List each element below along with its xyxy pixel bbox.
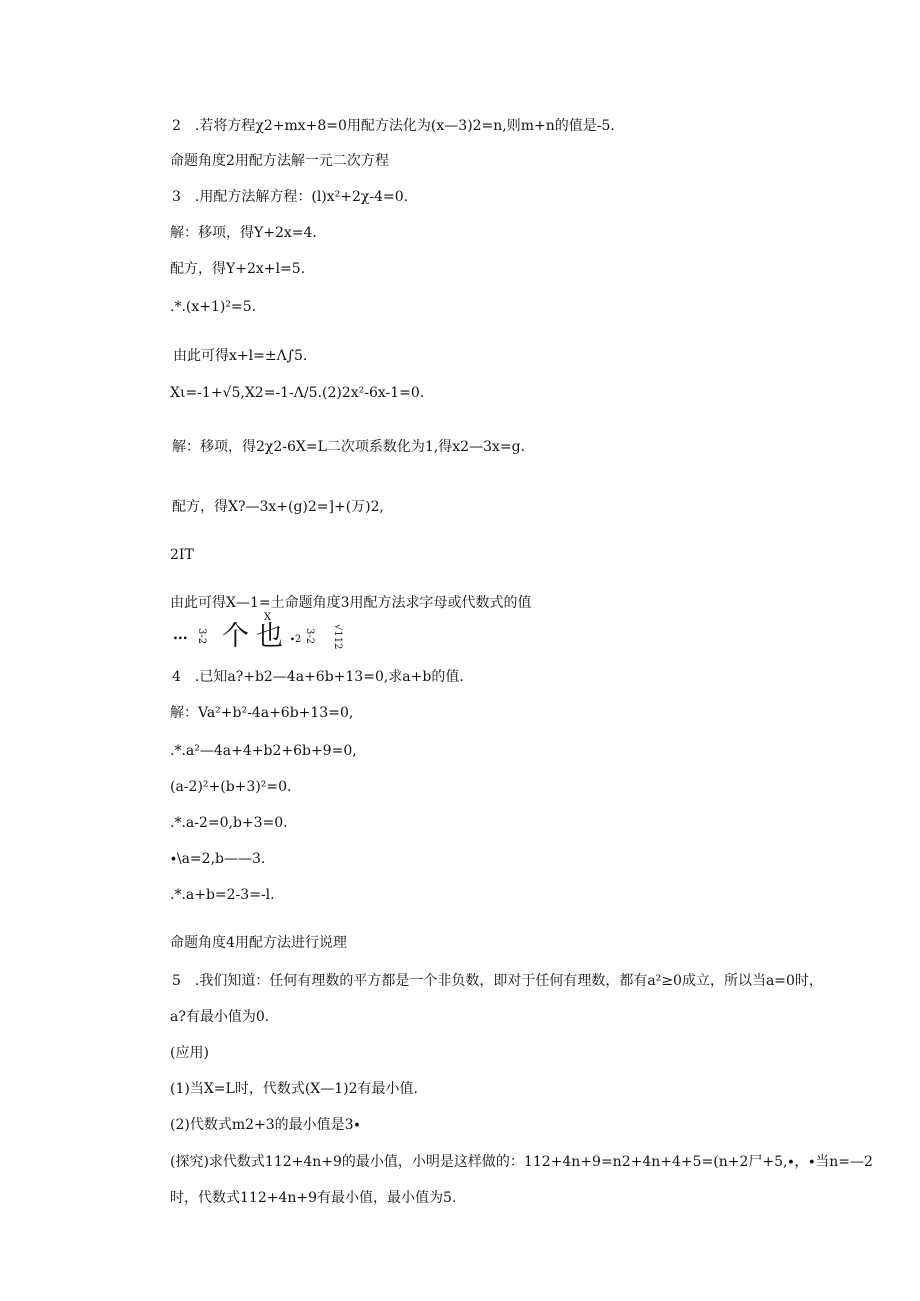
- problem-5-apply-heading: (应用): [170, 1045, 209, 1061]
- problem-5-part-1: (1)当X=L时，代数式(X—1)2有最小值.: [170, 1081, 418, 1097]
- solution-4-given: 解：Va²+b²-4a+6b+13=0,: [170, 705, 354, 721]
- solution-4-result: .*.a+b=2-3=-l.: [170, 887, 275, 903]
- solution-step-complete-square: 配方，得Y+2x+l=5.: [170, 261, 306, 277]
- solution-4-squares: (a-2)²+(b+3)²=0.: [170, 779, 292, 795]
- solution-part-2-complete-square: 配方，得X?—3x+(g)2=]+(万)2,: [172, 499, 385, 515]
- solution-4-values: ∙\a=2,b——3.: [170, 851, 266, 867]
- solution-4-zero-terms: .*.a-2=0,b+3=0.: [170, 815, 288, 831]
- garbled-small-mark: ∙2: [290, 634, 302, 645]
- solution-step-sqrt: 由此可得x+l=±Λ∫5.: [173, 348, 308, 364]
- problem-5-explore-cont: 时，代数式112+4n+9有最小值，最小值为5.: [170, 1190, 457, 1206]
- garbled-fraction-1: 3-2: [196, 628, 207, 645]
- solution-step-move-terms: 解：移项，得Y+2x=4.: [170, 225, 317, 241]
- solution-step-square-form: .*.(x+1)²=5.: [170, 299, 257, 315]
- section-heading-angle-2: 命题角度2用配方法解一元二次方程: [170, 153, 389, 169]
- garbled-glyph-ye: 也: [256, 621, 283, 652]
- solution-4-expand: .*.a²—4a+4+b2+6b+9=0,: [170, 743, 357, 759]
- garbled-x-mark: X: [264, 612, 272, 623]
- problem-4-statement: 4 .已知a?+b2—4a+6b+13=0,求a+b的值.: [172, 669, 464, 685]
- section-heading-angle-3: 由此可得X—1=土命题角度3用配方法求字母或代数式的值: [170, 595, 532, 611]
- problem-5-part-2: (2)代数式m2+3的最小值是3∙: [170, 1117, 361, 1133]
- problem-5-explore: (探究)求代数式112+4n+9的最小值，小明是这样做的：112+4n+9=n2+4n+4+5=(n+2尸+5,∙，∙当n=—2: [170, 1154, 873, 1170]
- problem-3-statement: 3 .用配方法解方程：(l)x²+2χ-4=0.: [172, 189, 409, 205]
- problem-5-statement-cont: a?有最小值为0.: [170, 1009, 270, 1025]
- section-heading-angle-4: 命题角度4用配方法进行说理: [170, 935, 347, 951]
- solution-roots-and-part-2: Xι=-1+√5,X2=-1-Λ∕5.(2)2x²-6x-1=0.: [170, 385, 425, 401]
- garbled-fraction-text: 2IT: [170, 547, 194, 563]
- garbled-glyph-ge: 个: [222, 621, 249, 652]
- problem-2-statement: 2 .若将方程χ2+mx+8=0用配方法化为(x—3)2=n,则m+n的值是-5.: [172, 118, 615, 134]
- garbled-sqrt-mark: √112: [332, 624, 343, 650]
- solution-part-2-move-terms: 解：移项，得2χ2-6X=L二次项系数化为1,得x2—3x=g.: [172, 439, 526, 455]
- garbled-dots: ∙∙∙: [173, 633, 188, 644]
- problem-5-statement: 5 .我们知道：任何有理数的平方都是一个非负数，即对于任何有理数，都有a²≥0成立，所以当a=0时，: [172, 973, 823, 989]
- garbled-fraction-2: 3-2: [304, 628, 315, 645]
